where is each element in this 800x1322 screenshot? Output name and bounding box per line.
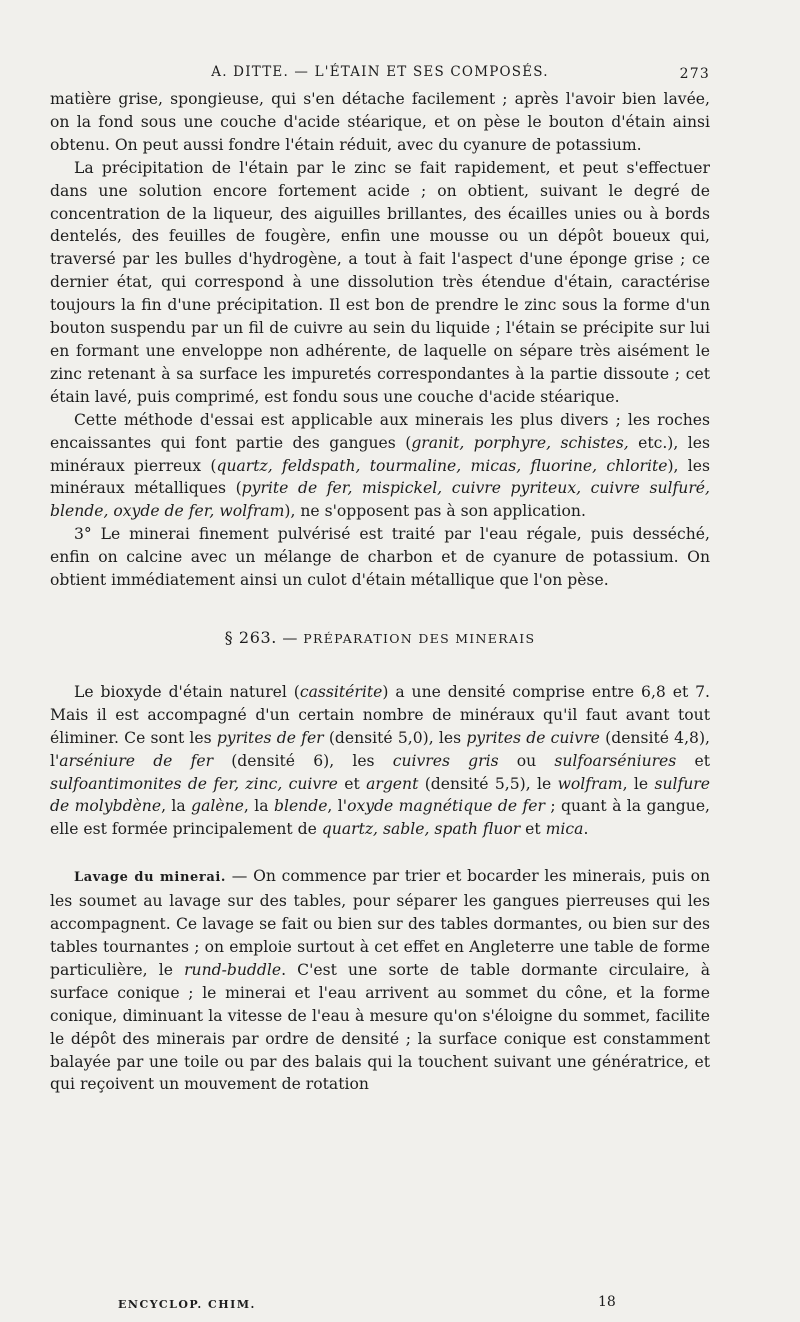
italic-run: quartz, feldspath, tourmaline, micas, fluorine, chlorite	[216, 456, 668, 475]
paragraph-method	[50, 409, 710, 524]
page-number: 273	[679, 66, 710, 82]
text-run: , le	[622, 774, 655, 793]
italic-run: mica	[545, 820, 584, 839]
italic-run: argent	[366, 774, 419, 793]
section-number: § 263.	[224, 627, 277, 647]
italic-run: arséniure de fer	[59, 751, 214, 770]
signature-footer	[118, 1294, 638, 1311]
text-run: etc.), les minéraux pierreux (	[50, 433, 710, 475]
text-run: et	[676, 751, 710, 770]
text-run: ou	[498, 751, 555, 770]
italic-run: pyrites de cuivre	[466, 728, 600, 747]
text-run: , la	[161, 797, 192, 816]
italic-run: blende	[273, 797, 328, 816]
italic-run: sulfoarséniures	[554, 751, 677, 770]
text-run: ; quant à la gangue, elle est formée principalement de	[50, 797, 710, 839]
italic-run: cuivres gris	[392, 751, 499, 770]
italic-run: sulfure de molybdène	[50, 774, 710, 816]
text-run: ), ne s'opposent pas à son application.	[284, 502, 586, 521]
text-run: Le bioxyde d'étain naturel (	[74, 682, 300, 701]
text-run: et	[337, 774, 367, 793]
section-heading	[50, 628, 710, 647]
text-run: . C'est une sorte de table dormante circulaire, à surface conique ; le minerai et l'eau arrivent au sommet du cône, et la forme conique, diminuant la vitesse de l'eau à mesure qu'on s'éloigne du sommet, facilite le dépôt des minerais par ordre de densité ; la surface conique est constamment balayée par une toile ou par des balais qui la touchent suivant une génératrice, et qui reçoivent un mouvement de rotation	[50, 960, 710, 1094]
italic-run: pyrites de fer	[216, 728, 324, 747]
text-run: et	[520, 820, 546, 839]
italic-run: wolfram	[557, 774, 623, 793]
text-run: ), les minéraux métalliques (	[50, 456, 710, 498]
paragraph-lavage	[50, 865, 710, 1096]
running-header-title: A. DITTE. — L'ÉTAIN ET SES COMPOSÉS.	[211, 64, 549, 80]
paragraph-precipitation: La précipitation de l'étain par le zinc se fait rapidement, et peut s'effectuer dans une solution encore fortement acide ; on obtient, suivant le degré de concentration de la liqueur, des aiguilles brillantes, des écailles unies ou à bords dentelés, des feuilles de fougère, enfin une mousse ou un dépôt boueux qui, traversé par les bulles d'hydrogène, a tout à fait l'aspect d'une éponge grise ; ce dernier état, qui correspond à une dissolution très étendue d'étain, caractérise toujours la fin d'une précipitation. Il est bon de prendre le zinc sous la forme d'un bouton suspendu par un fil de cuivre au sein du liquide ; l'étain se précipite sur lui en formant une enveloppe non adhérente, de laquelle on sépare très aisément le zinc retenant à sa surface les impuretés correspondantes à la partie dissoute ; cet étain lavé, puis comprimé, est fondu sous une couche d'acide stéarique.	[50, 158, 710, 406]
text-run: Cette méthode d'essai est applicable aux minerais les plus divers ; les roches encaissantes qui font partie des gangues (	[50, 410, 710, 452]
paragraph-point-3: 3° Le minerai finement pulvérisé est traité par l'eau régale, puis desséché, enfin on calcine avec un mélange de charbon et de cyanure de potassium. On obtient immédiatement ainsi un culot d'étain métallique que l'on pèse.	[50, 525, 710, 590]
signature-number: 18	[598, 1294, 616, 1310]
section-dash: —	[276, 628, 304, 647]
paragraph-continuation: matière grise, spongieuse, qui s'en détache facilement ; après l'avoir bien lavée, on la fond sous une couche d'acide stéarique, et on pèse le bouton d'étain ainsi obtenu. On peut aussi fondre l'étain réduit, avec du cyanure de potassium.	[50, 90, 710, 154]
text-run: , la	[243, 797, 274, 816]
paragraph-bioxyde	[50, 681, 710, 841]
subsection-heading: Lavage du minerai.	[74, 870, 227, 886]
text-run: (densité 4,8), l'	[50, 728, 710, 770]
italic-run: oxyde magnétique de fer	[347, 797, 545, 816]
text-run: —	[226, 867, 254, 886]
italic-run: sulfoantimonites de fer, zinc, cuivre	[50, 774, 338, 793]
text-run: On commence par trier et bocarder les minerais, puis on les soumet au lavage sur des tables, pour séparer les gangues pierreuses qui les accompagnent. Ce lavage se fait ou bien sur des tables dormantes, ou bien sur des tables tournantes ; on emploie surtout à cet effet en Angleterre une table de forme particulière, le	[50, 867, 711, 979]
text-run: , l'	[327, 797, 348, 816]
italic-run: granit, porphyre, schistes,	[411, 433, 629, 452]
text-run: (densité 5,5), le	[418, 774, 558, 793]
italic-run: rund-buddle	[184, 960, 282, 979]
text-run: ) a une densité comprise entre 6,8 et 7. Mais il est accompagné d'un certain nombre de minéraux qu'il faut avant tout éliminer. Ce sont les	[50, 682, 711, 747]
text-run: (densité 5,0), les	[323, 728, 467, 747]
running-header	[50, 58, 710, 86]
subsection-lavage	[50, 865, 710, 1096]
text-run: .	[583, 820, 589, 839]
book-page	[50, 58, 710, 1096]
italic-run: quartz, sable, spath fluor	[321, 820, 521, 839]
signature-mark: ENCYCLOP. CHIM.	[118, 1298, 256, 1311]
section-title: PRÉPARATION DES MINERAIS	[303, 630, 536, 646]
italic-run: cassitérite	[299, 682, 383, 701]
italic-run: pyrite de fer, mispickel, cuivre pyriteux, cuivre sulfuré, blende, oxyde de fer, wolfram	[50, 479, 710, 521]
italic-run: galène	[191, 797, 244, 816]
text-run: (densité 6), les	[213, 751, 393, 770]
